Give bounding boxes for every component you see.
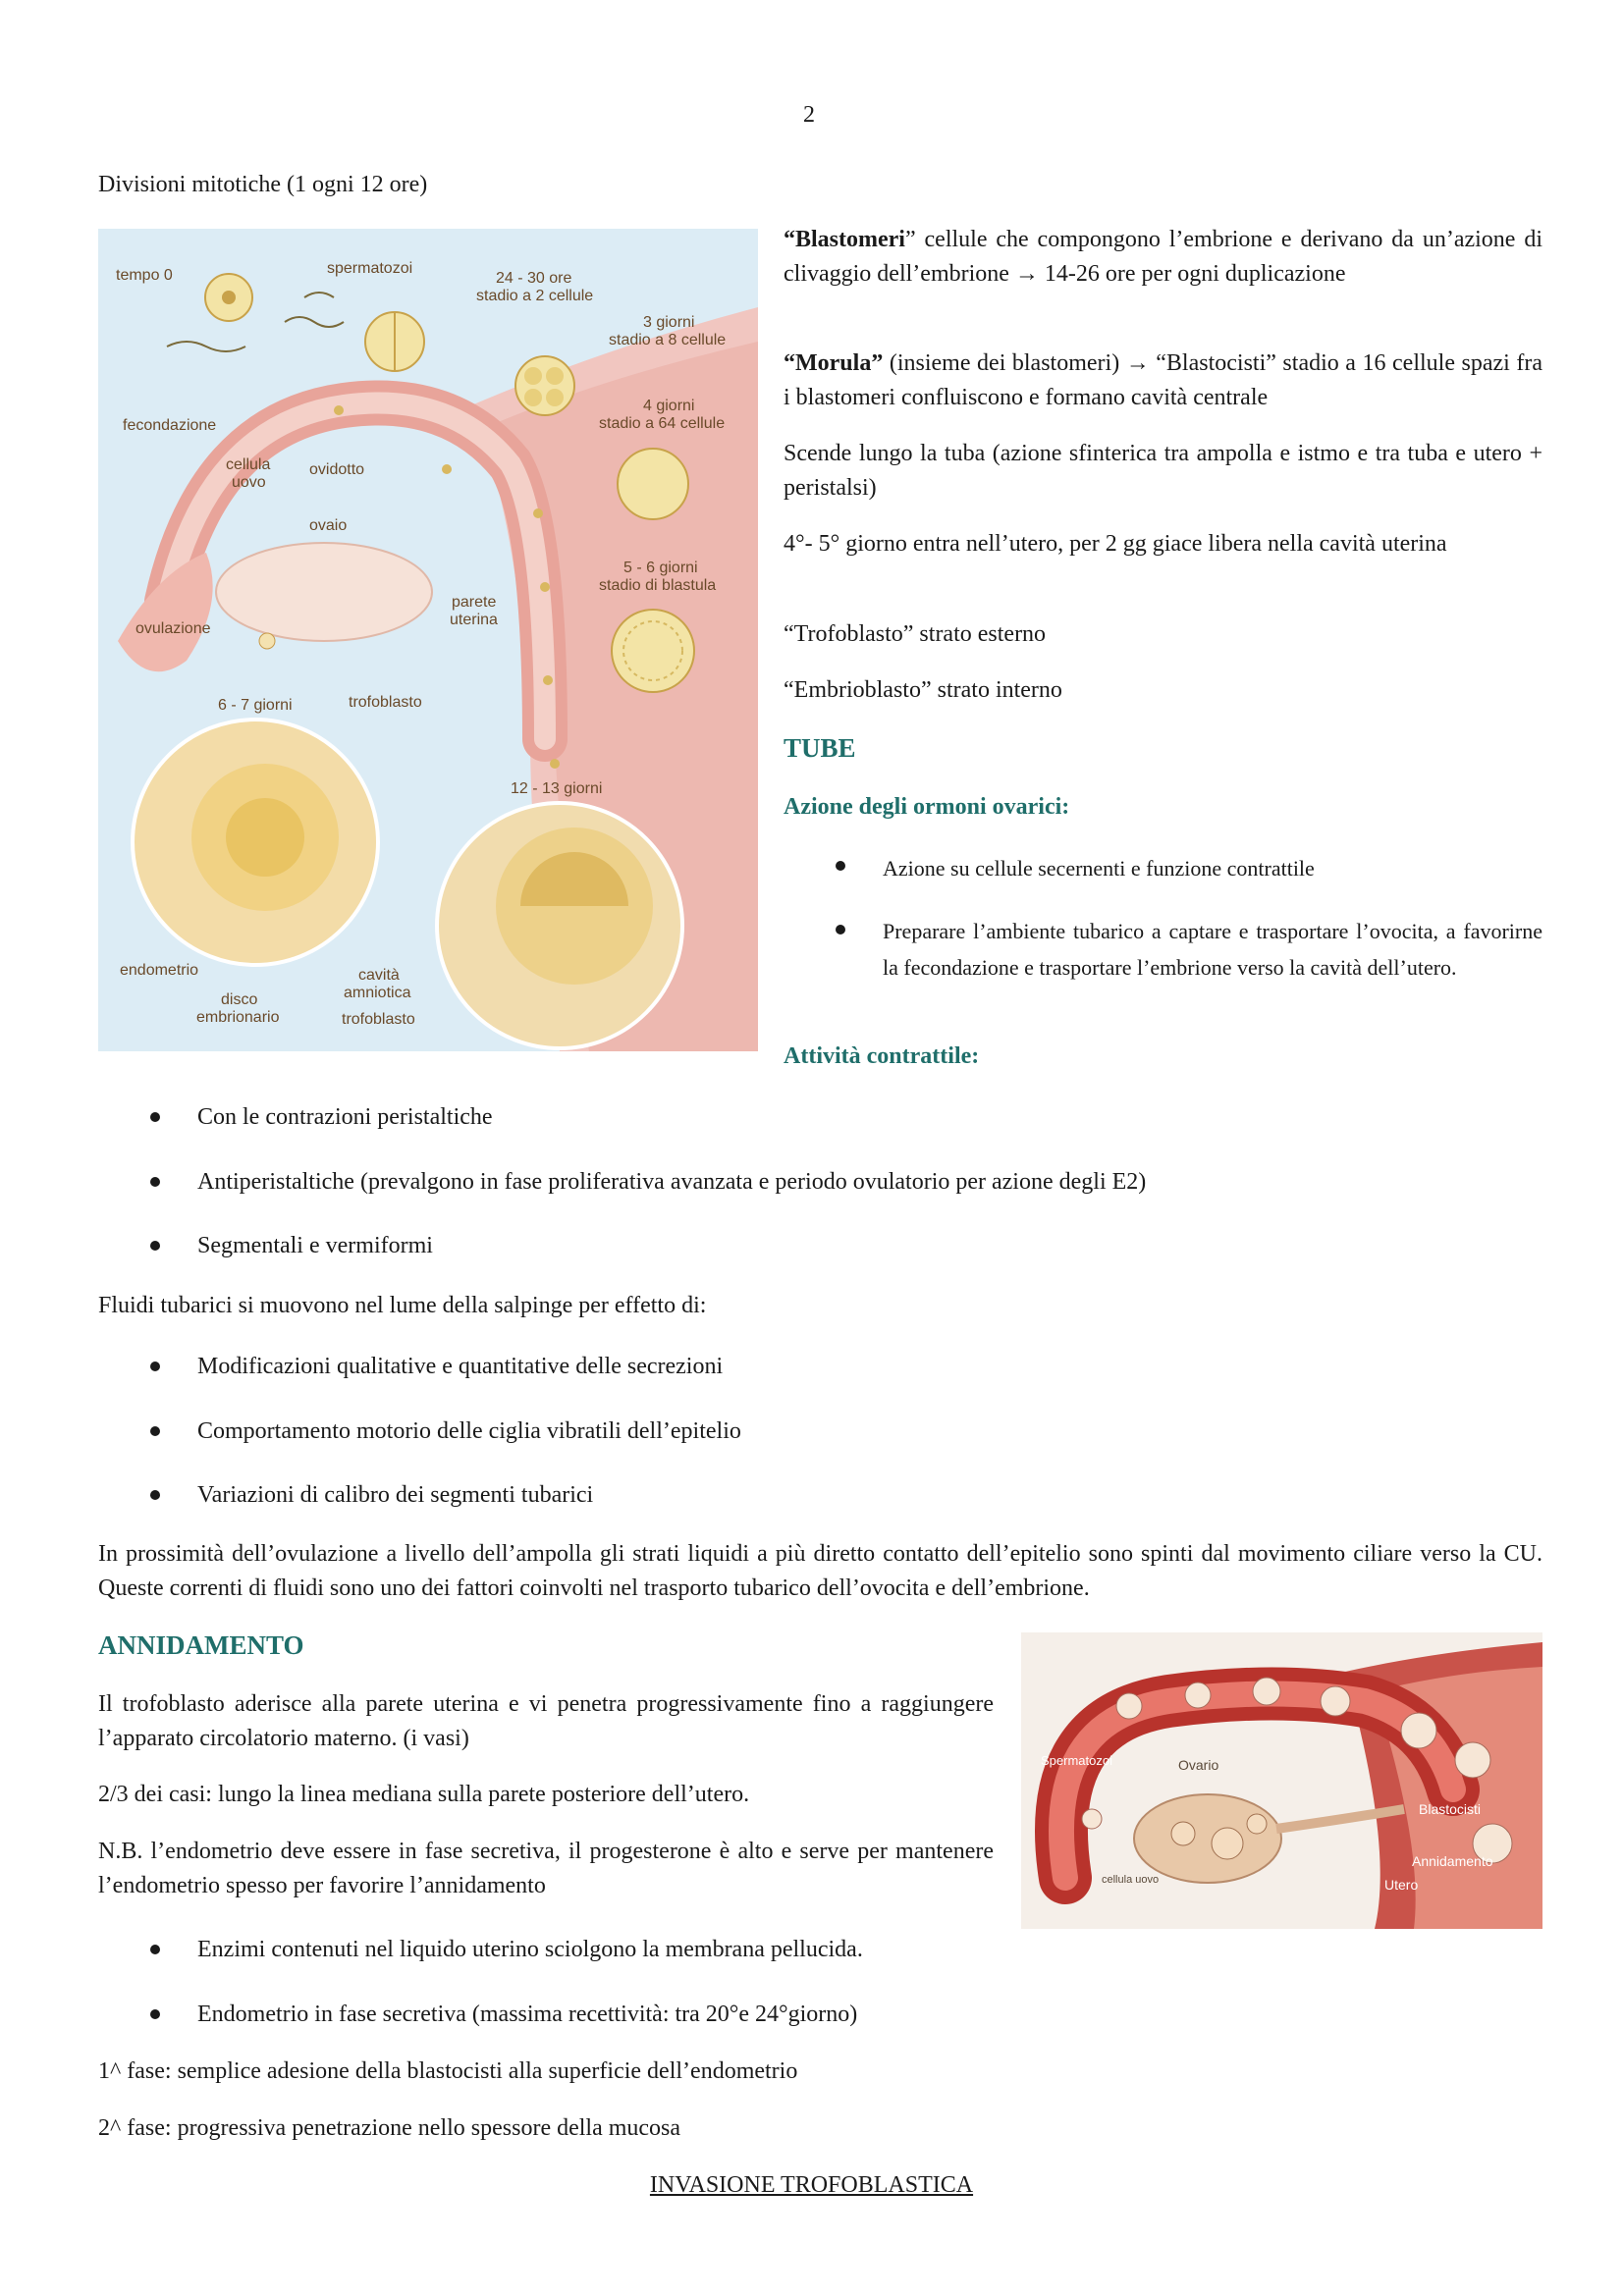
- label-stage-8b: stadio a 8 cellule: [609, 332, 727, 348]
- label-cellula: cellula: [226, 456, 271, 473]
- label-parete: parete: [452, 594, 497, 611]
- annidamento-p3: N.B. l’endometrio deve essere in fase secretiva, il progesterone è alto e serve per mantenere l’endometrio spesso per favorire l’annidamento: [98, 1839, 994, 1898]
- bullet-dot: [150, 2009, 160, 2019]
- bullet-dot: [150, 1426, 160, 1436]
- azione-bullet-1: Azione su cellule secernenti e funzione contrattile: [883, 856, 1315, 881]
- blastomeri-paragraph: [784, 223, 1542, 292]
- bullet-dot: [150, 1177, 160, 1187]
- bullet-dot: [836, 925, 845, 934]
- morula-paragraph: [784, 347, 1542, 415]
- label-blastula-b: stadio di blastula: [599, 577, 717, 594]
- label-ovidotto: ovidotto: [309, 461, 365, 478]
- label-tempo: tempo 0: [116, 267, 173, 284]
- embrioblasto-line: “Embrioblasto” strato interno: [784, 677, 1062, 703]
- blastomeri-text: ” cellule che compongono l’embrione e derivano da un’azione di clivaggio dell’embrione → 14-26 ore per ogni duplicazione: [784, 227, 1542, 287]
- attivita-heading: Attività contrattile:: [784, 1043, 980, 1069]
- label-6-7-giorni: 6 - 7 giorni: [218, 697, 293, 714]
- fluidi-intro: Fluidi tubarici si muovono nel lume della salpinge per effetto di:: [98, 1293, 707, 1318]
- embryo-development-figure: [98, 229, 758, 1051]
- bullet-dot: [150, 1241, 160, 1251]
- annidamento-figure: [1021, 1632, 1542, 1929]
- bullet-dot: [836, 861, 845, 871]
- invasione-trofoblastica-title: [0, 2168, 1623, 2203]
- tube-heading: TUBE: [784, 733, 856, 763]
- label-annidamento: Annidamento: [1412, 1853, 1493, 1869]
- label-ovulazione: ovulazione: [135, 620, 211, 637]
- bullet-dot: [150, 1490, 160, 1500]
- label-disco: disco: [221, 991, 258, 1008]
- label-cavita: cavità: [358, 967, 400, 984]
- trofoblasto-line: “Trofoblasto” strato esterno: [784, 621, 1047, 647]
- contrattile-bullet-3: Segmentali e vermiformi: [197, 1233, 433, 1258]
- label-blastula: 5 - 6 giorni: [623, 560, 698, 576]
- label-12-13-giorni: 12 - 13 giorni: [511, 780, 603, 797]
- contrattile-bullet-2: Antiperistaltiche (prevalgono in fase proliferativa avanzata e periodo ovulatorio per azione degli E2): [197, 1169, 1147, 1195]
- giorno-paragraph: 4°- 5° giorno entra nell’utero, per 2 gg giace libera nella cavità uterina: [784, 531, 1447, 557]
- label-spermatozoi-2: Spermatozoi: [1041, 1753, 1112, 1768]
- contrattile-bullet-1: Con le contrazioni peristaltiche: [197, 1104, 493, 1130]
- fluidi-bullet-3: Variazioni di calibro dei segmenti tubarici: [197, 1482, 594, 1508]
- label-embrionario: embrionario: [196, 1009, 280, 1026]
- annidamento-p2: 2/3 dei casi: lungo la linea mediana sulla parete posteriore dell’utero.: [98, 1782, 750, 1807]
- prossimita-paragraph: In prossimità dell’ovulazione a livello dell’ampolla gli strati liquidi a più diretto contatto dell’epitelio sono spinti dal movimento ciliare verso la CU. Queste correnti di fluidi sono uno dei fattori coinvolti nel trasporto tubarico dell’ovocita e dell’embrione.: [98, 1541, 1542, 1601]
- fase-1: 1^ fase: semplice adesione della blastocisti alla superficie dell’endometrio: [98, 2058, 798, 2084]
- label-trofoblasto-2: trofoblasto: [342, 1011, 415, 1028]
- bullet-dot: [150, 1112, 160, 1122]
- morula-term: “Morula”: [784, 350, 884, 376]
- annidamento-heading: ANNIDAMENTO: [98, 1630, 304, 1660]
- label-stage-64b: stadio a 64 cellule: [599, 415, 726, 432]
- label-stage-8: 3 giorni: [643, 314, 695, 331]
- label-spermatozoi: spermatozoi: [327, 260, 413, 277]
- fluidi-bullet-2: Comportamento motorio delle ciglia vibratili dell’epitelio: [197, 1418, 741, 1444]
- label-uterina: uterina: [450, 612, 498, 628]
- bullet-dot: [150, 1362, 160, 1371]
- label-ovaio: ovaio: [309, 517, 348, 534]
- label-trofoblasto: trofoblasto: [349, 694, 422, 711]
- label-stage-2b: stadio a 2 cellule: [476, 288, 594, 304]
- annidamento-p1: Il trofoblasto aderisce alla parete uterina e vi penetra progressivamente fino a raggiungere l’apparato circolatorio materno. (i vasi): [98, 1691, 994, 1751]
- label-utero: Utero: [1384, 1877, 1419, 1893]
- intro-line: Divisioni mitotiche (1 ogni 12 ore): [98, 172, 428, 197]
- invasione-text: INVASIONE TROFOBLASTICA: [649, 2172, 974, 2198]
- azione-heading: Azione degli ormoni ovarici:: [784, 794, 1070, 820]
- scende-paragraph: Scende lungo la tuba (azione sfinterica tra ampolla e istmo e tra tuba e utero + peristalsi): [784, 441, 1542, 501]
- morula-text: (insieme dei blastomeri) → “Blastocisti” stadio a 16 cellule spazi fra i blastomeri confluiscono e formano cavità centrale: [784, 350, 1542, 410]
- annidamento-bullet-2: Endometrio in fase secretiva (massima recettività: tra 20°e 24°giorno): [197, 2002, 858, 2027]
- fluidi-bullet-1: Modificazioni qualitative e quantitative delle secrezioni: [197, 1354, 724, 1379]
- annidamento-bullet-1: Enzimi contenuti nel liquido uterino sciolgono la membrana pellucida.: [197, 1937, 863, 1962]
- label-amniotica: amniotica: [344, 985, 411, 1001]
- page-number: 2: [803, 102, 815, 128]
- label-cellula-uovo: cellula uovo: [1102, 1874, 1160, 1886]
- label-endometrio: endometrio: [120, 962, 199, 979]
- label-uovo: uovo: [232, 474, 266, 491]
- label-ovario: Ovario: [1178, 1757, 1219, 1773]
- label-stage-2: 24 - 30 ore: [496, 270, 572, 287]
- blastomeri-term: “Blastomeri: [784, 227, 905, 252]
- bullet-dot: [150, 1945, 160, 1954]
- azione-bullet-2: Preparare l’ambiente tubarico a captare e trasportare l’ovocita, a favorirne la fecondazione e trasportare l’embrione verso la cavità dell’utero.: [883, 919, 1542, 980]
- label-stage-64: 4 giorni: [643, 398, 695, 414]
- label-fecondazione: fecondazione: [123, 417, 217, 434]
- fase-2: 2^ fase: progressiva penetrazione nello spessore della mucosa: [98, 2115, 681, 2141]
- label-blastocisti: Blastocisti: [1419, 1801, 1482, 1817]
